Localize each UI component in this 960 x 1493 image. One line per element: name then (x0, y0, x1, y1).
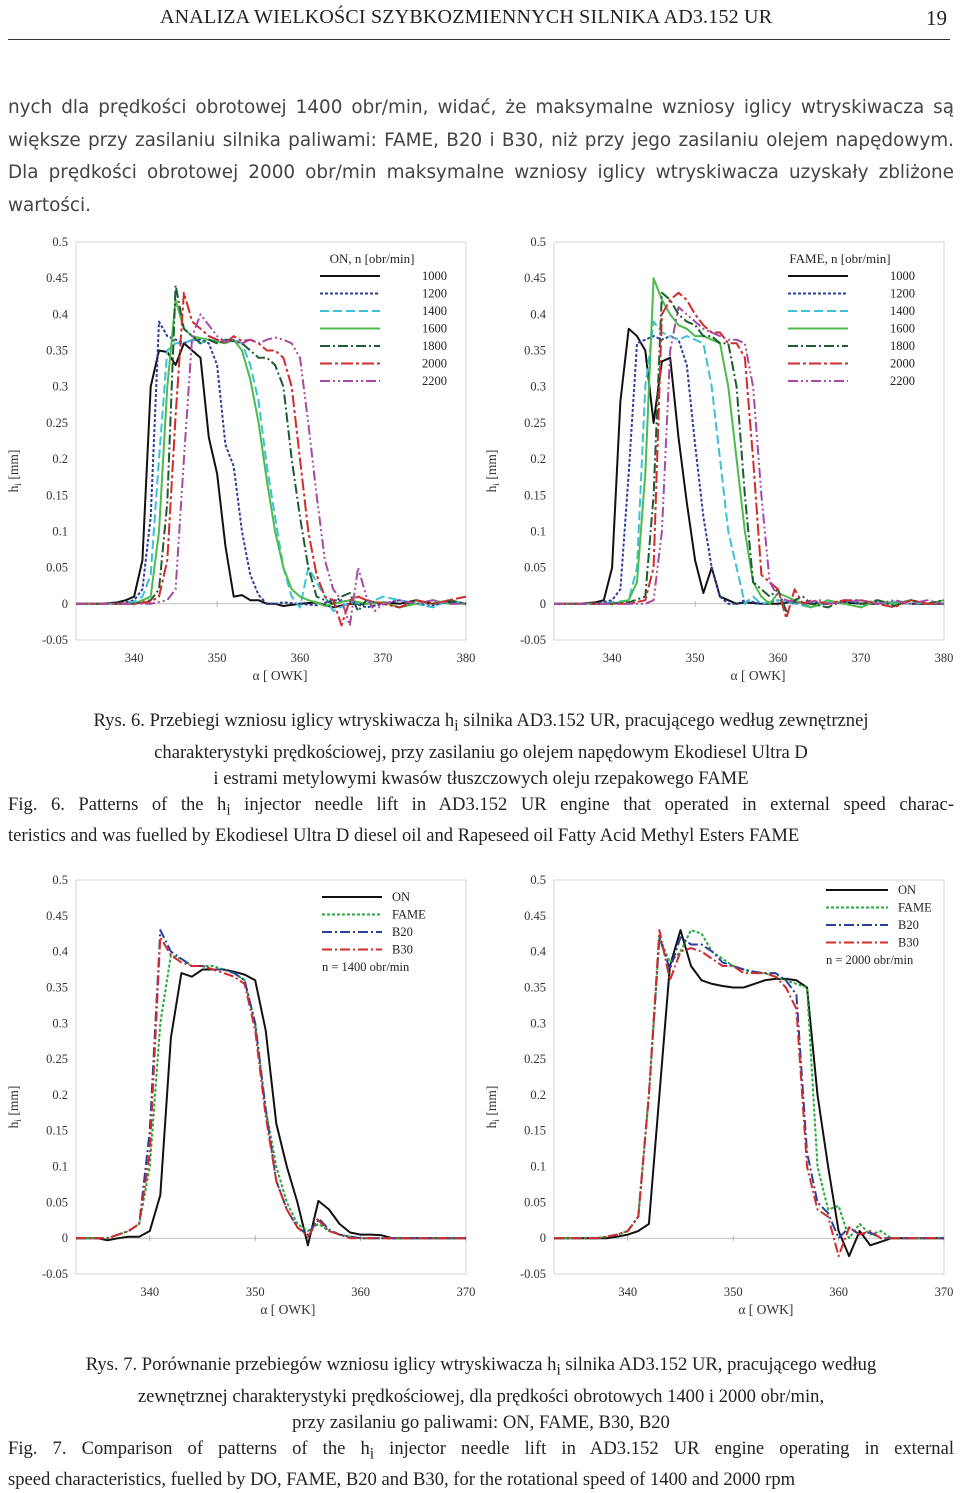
x-tick-label: 360 (351, 1285, 370, 1299)
x-tick-label: 350 (685, 651, 705, 665)
header-rule (8, 39, 950, 40)
y-tick-label: 0.45 (46, 908, 68, 923)
legend-label: FAME (898, 900, 932, 915)
y-axis-label-subscript: i (13, 1119, 23, 1122)
series-line-b20 (554, 937, 944, 1238)
y-tick-label: 0.05 (46, 1195, 68, 1210)
y-tick-label: 0.3 (530, 379, 546, 394)
x-tick-label: 360 (768, 651, 788, 665)
y-tick-label: 0.4 (52, 307, 68, 322)
y-tick-label: 0.4 (530, 307, 546, 322)
y-tick-label: 0.4 (530, 944, 546, 959)
legend-note: n = 2000 obr/min (826, 953, 914, 967)
x-tick-label: 380 (934, 651, 954, 665)
chart-fig6-fame (478, 228, 956, 688)
fig6-caption-pl-line2: charakterystyki prędkościowej, przy zasilaniu go olejem napędowym Ekodiesel Ultra D (154, 741, 808, 763)
x-tick-label: 340 (602, 651, 622, 665)
y-tick-label: 0.2 (52, 452, 68, 467)
series-line-on (76, 970, 466, 1246)
chart-svg (478, 866, 956, 1317)
y-tick-label: 0.2 (530, 1087, 546, 1102)
series-line-fame (76, 955, 466, 1238)
y-tick-label: 0.2 (52, 1087, 68, 1102)
body-paragraph-text: nych dla prędkości obrotowej 1400 obr/min, widać, że maksymalne wzniosy iglicy wtryskiwacza są większe przy zasilaniu silnika paliwami: FAME, B20 i B30, niż przy jego zasilaniu olejem napędowym. Dla prędkości obrotowej 2000 obr/min maksymalne wzniosy iglicy wtryskiwacza uzyskały zbliżone wartości. (8, 97, 954, 216)
y-tick-label: -0.05 (519, 1267, 546, 1281)
y-tick-label: 0 (61, 1231, 68, 1246)
y-axis-label-symbol: h (484, 485, 499, 493)
legend-label: 1000 (422, 269, 447, 283)
series-line-2000 (76, 293, 466, 626)
y-tick-label: 0.25 (524, 1052, 546, 1067)
x-tick-label: 370 (851, 651, 871, 665)
fig6-caption-pl-line1: Rys. 6. Przebiegi wzniosu iglicy wtryskiwacza $h_i$ silnika AD3.152 UR, pracującego według zewnętrznej (93, 710, 869, 735)
y-axis-label (6, 1086, 23, 1129)
series-line-on (554, 930, 944, 1256)
y-tick-label: -0.05 (41, 1267, 68, 1281)
y-tick-label: 0 (539, 596, 546, 611)
y-tick-label: 0.5 (530, 873, 546, 887)
y-tick-label: 0.15 (524, 488, 546, 503)
legend-label: 1800 (890, 339, 915, 353)
fig7-caption (8, 1352, 954, 1493)
y-axis-label-unit: [mm] (484, 449, 499, 484)
x-tick-label: 340 (618, 1285, 638, 1299)
series-line-1000 (76, 343, 466, 607)
y-tick-label: 0.1 (530, 1159, 546, 1174)
fig7-caption-pl-line3: przy zasilaniu go paliwami: ON, FAME, B30, B20 (292, 1411, 670, 1433)
y-tick-label: 0.3 (52, 379, 68, 394)
x-axis-label: α [ OWK] (252, 668, 308, 683)
series-line-1200 (76, 322, 466, 608)
y-axis-label-unit: [mm] (6, 1085, 21, 1120)
fig7-caption-en-line1: Fig. 7. Comparison of patterns of the $h_i$ injector needle lift in AD3.152 UR engine operating in external (8, 1437, 954, 1463)
legend-label: 2000 (890, 356, 915, 371)
legend-label: 1400 (890, 304, 915, 318)
legend-label: 1200 (422, 286, 447, 301)
y-axis-label-subscript: i (491, 483, 501, 486)
legend-label: 2200 (890, 374, 915, 388)
plot-area (554, 242, 944, 640)
legend-label: B20 (392, 925, 413, 939)
legend-label: 1600 (422, 321, 447, 336)
series-line-1800 (76, 285, 466, 611)
x-axis-label: α [ OWK] (738, 1302, 794, 1317)
y-tick-label: -0.05 (41, 633, 68, 647)
y-tick-label: 0.5 (52, 235, 68, 249)
x-axis-label: α [ OWK] (260, 1302, 316, 1317)
y-tick-label: 0.2 (530, 452, 546, 467)
x-tick-label: 350 (207, 651, 227, 665)
y-tick-label: 0.5 (52, 873, 68, 887)
chart-svg (478, 228, 956, 688)
y-tick-label: 0.05 (524, 560, 546, 575)
y-tick-label: -0.05 (519, 633, 546, 647)
legend-label: B30 (392, 942, 413, 957)
y-tick-label: 0 (539, 1231, 546, 1246)
legend-note: n = 1400 obr/min (322, 960, 410, 974)
y-axis-label-unit: [mm] (6, 449, 21, 484)
legend-label: 1600 (890, 321, 915, 336)
legend-label: B30 (898, 935, 919, 950)
y-tick-label: 0.35 (46, 343, 68, 358)
x-tick-label: 350 (245, 1285, 265, 1299)
chart-fig7-2000 (478, 866, 956, 1317)
x-tick-label: 370 (373, 651, 393, 665)
y-axis-label (484, 1086, 501, 1129)
series-line-b30 (554, 930, 944, 1256)
y-tick-label: 0.1 (52, 524, 68, 539)
y-tick-label: 0.35 (46, 980, 68, 995)
y-tick-label: 0.35 (524, 980, 546, 995)
fig6-caption (8, 708, 954, 849)
legend-label: 1000 (890, 269, 915, 283)
y-axis-label-symbol: h (484, 1121, 499, 1129)
x-tick-label: 340 (124, 651, 144, 665)
legend-label: B20 (898, 918, 919, 932)
y-tick-label: 0.3 (52, 1016, 68, 1031)
fig7-caption-pl-line2: zewnętrznej charakterystyki prędkościowej, dla prędkości obrotowych 1400 i 2000 obr/min, (137, 1385, 825, 1407)
series-line-2200 (76, 314, 466, 625)
x-tick-label: 350 (723, 1285, 743, 1299)
legend-title: ON, n [obr/min] (329, 251, 415, 266)
y-tick-label: 0.45 (524, 908, 546, 923)
y-tick-label: 0.05 (46, 560, 68, 575)
y-tick-label: 0.15 (46, 1123, 68, 1138)
y-axis-label-subscript: i (491, 1119, 501, 1122)
series-line-1400 (76, 340, 466, 611)
series-line-b30 (76, 937, 466, 1238)
y-tick-label: 0.1 (530, 524, 546, 539)
y-tick-label: 0.5 (530, 235, 546, 249)
chart-svg (0, 866, 478, 1317)
x-axis-label: α [ OWK] (730, 668, 786, 683)
y-tick-label: 0.45 (46, 271, 68, 286)
y-tick-label: 0.3 (530, 1016, 546, 1031)
y-tick-label: 0.45 (524, 271, 546, 286)
y-axis-label-unit: [mm] (484, 1085, 499, 1120)
fig7-caption-pl-line1: Rys. 7. Porównanie przebiegów wzniosu iglicy wtryskiwacza $h_i$ silnika AD3.152 UR, pracującego według (85, 1354, 877, 1379)
series-line-fame (554, 930, 944, 1238)
chart-fig6-on (0, 228, 478, 688)
y-axis-label-symbol: h (6, 1121, 21, 1129)
running-header-title: ANALIZA WIELKOŚCI SZYBKOZMIENNYCH SILNIKA AD3.152 UR (160, 6, 773, 28)
fig6-caption-en-line1: Fig. 6. Patterns of the $h_i$ injector needle lift in AD3.152 UR engine that operated in external speed charac- (8, 793, 955, 819)
y-axis-label-subscript: i (13, 483, 23, 486)
body-paragraph (8, 92, 954, 222)
fig7-caption-en-line2: speed characteristics, fuelled by DO, FAME, B20 and B30, for the rotational speed of 1400 and 2000 rpm (8, 1469, 796, 1491)
y-tick-label: 0.15 (46, 488, 68, 503)
x-tick-label: 360 (290, 651, 310, 665)
x-tick-label: 370 (456, 1285, 476, 1299)
y-tick-label: 0.15 (524, 1123, 546, 1138)
legend-label: 1200 (890, 286, 915, 301)
y-tick-label: 0.25 (46, 1052, 68, 1067)
legend-label: 1800 (422, 339, 447, 353)
fig6-caption-pl-line3: i estrami metylowymi kwasów tłuszczowych oleju rzepakowego FAME (213, 767, 749, 789)
legend-label: 2200 (422, 374, 447, 388)
x-tick-label: 340 (140, 1285, 160, 1299)
x-tick-label: 380 (456, 651, 476, 665)
chart-svg (0, 228, 478, 688)
y-tick-label: 0.25 (46, 415, 68, 430)
plot-area (76, 242, 466, 640)
series-line-1600 (76, 300, 466, 608)
chart-fig7-1400 (0, 866, 478, 1317)
y-tick-label: 0.05 (524, 1195, 546, 1210)
y-tick-label: 0 (61, 596, 68, 611)
y-axis-label-symbol: h (6, 485, 21, 493)
y-tick-label: 0.35 (524, 343, 546, 358)
legend-label: FAME (392, 907, 426, 922)
y-axis-label (6, 450, 23, 493)
running-header (0, 6, 960, 34)
legend-label: ON (392, 890, 411, 904)
legend-label: ON (898, 883, 917, 897)
y-tick-label: 0.4 (52, 944, 68, 959)
y-tick-label: 0.1 (52, 1159, 68, 1174)
y-tick-label: 0.25 (524, 415, 546, 430)
fig6-caption-en-line2: teristics and was fuelled by Ekodiesel Ultra D diesel oil and Rapeseed oil Fatty Acid Methyl Esters FAME (8, 825, 800, 847)
plot-area (554, 880, 944, 1274)
legend-label: 1400 (422, 304, 447, 318)
y-axis-label (484, 450, 501, 493)
x-tick-label: 360 (829, 1285, 848, 1299)
legend-label: 2000 (422, 356, 447, 371)
x-tick-label: 370 (934, 1285, 954, 1299)
legend-title: FAME, n [obr/min] (789, 251, 891, 266)
page-number: 19 (926, 6, 947, 30)
